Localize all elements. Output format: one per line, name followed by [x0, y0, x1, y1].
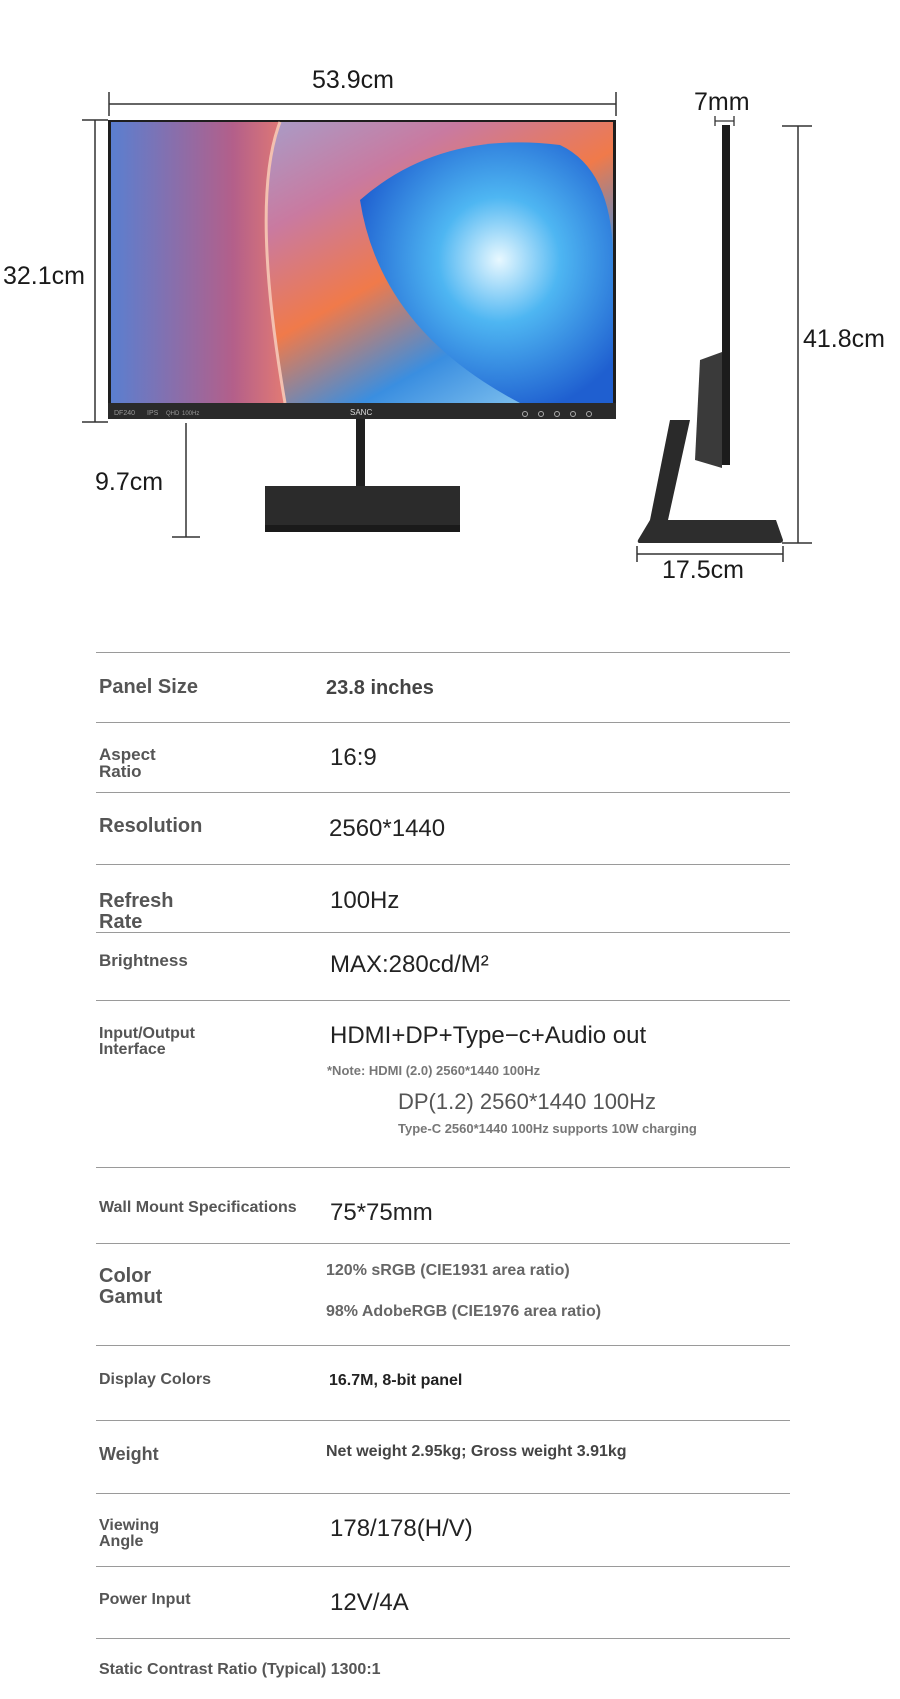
spec-label: Static Contrast Ratio (Typical) 1300:1: [99, 1661, 381, 1678]
spec-value-2: 98% AdobeRGB (CIE1976 area ratio): [326, 1303, 602, 1320]
width-dimension: 53.9cm: [312, 66, 394, 94]
spec-row-panel-size: [96, 652, 790, 722]
spec-row-weight: [96, 1420, 790, 1493]
spec-table: [96, 652, 790, 1699]
spec-row-io-interface: [96, 1000, 790, 1167]
spec-value: HDMI+DP+Type−c+Audio out: [330, 1022, 647, 1049]
svg-text:100Hz: 100Hz: [182, 411, 200, 417]
spec-value: 23.8 inches: [326, 677, 434, 699]
spec-row-aspect-ratio: [96, 722, 790, 792]
spec-label: Display Colors: [99, 1371, 212, 1388]
spec-value: MAX:280cd/M²: [330, 951, 489, 978]
brand-logo: SANC: [350, 408, 373, 417]
spec-row-contrast-ratio: [96, 1638, 790, 1699]
spec-row-color-gamut: [96, 1243, 790, 1345]
thickness-dimension: 7mm: [694, 88, 750, 116]
spec-label: Input/Output Interface: [99, 1025, 195, 1058]
height-dimension: 32.1cm: [3, 262, 85, 290]
total-height-dimension: 41.8cm: [803, 325, 885, 353]
depth-dimension: 17.5cm: [662, 556, 744, 584]
spec-label: Brightness: [99, 951, 188, 970]
svg-text:DF240: DF240: [114, 410, 136, 417]
spec-value: Net weight 2.95kg; Gross weight 3.91kg: [326, 1443, 627, 1460]
spec-label: Resolution: [99, 815, 203, 837]
svg-text:QHD: QHD: [166, 411, 180, 417]
spec-row-refresh-rate: [96, 864, 790, 932]
spec-value: 100Hz: [330, 887, 400, 914]
io-note-hdmi: *Note: HDMI (2.0) 2560*1440 100Hz: [327, 1063, 541, 1078]
spec-value: 16:9: [330, 744, 377, 771]
spec-row-power-input: [96, 1566, 790, 1638]
spec-label: Aspect Ratio: [99, 745, 156, 781]
spec-value: 12V/4A: [330, 1589, 409, 1616]
spec-row-wall-mount: [96, 1167, 790, 1243]
spec-label: Wall Mount Specifications: [99, 1199, 297, 1216]
spec-label: Power Input: [99, 1591, 191, 1608]
diagram-lines: [0, 0, 900, 600]
spec-value: 178/178(H/V): [330, 1515, 473, 1542]
spec-value: 2560*1440: [329, 815, 446, 842]
io-note-typec: Type-C 2560*1440 100Hz supports 10W charging: [398, 1121, 697, 1136]
svg-text:IPS: IPS: [147, 410, 159, 417]
spec-label: Weight: [99, 1444, 159, 1464]
spec-label: Viewing Angle: [99, 1517, 160, 1550]
spec-row-brightness: [96, 932, 790, 1000]
spec-row-resolution: [96, 792, 790, 864]
spec-row-viewing-angle: [96, 1493, 790, 1566]
spec-value: 16.7M, 8-bit panel: [329, 1372, 463, 1389]
spec-label: Color Gamut: [99, 1265, 163, 1308]
spec-row-display-colors: [96, 1345, 790, 1420]
io-note-dp: DP(1.2) 2560*1440 100Hz: [398, 1089, 657, 1114]
spec-label: Panel Size: [99, 676, 198, 698]
stand-height-dimension: 9.7cm: [95, 468, 164, 496]
spec-label: Refresh Rate: [99, 890, 174, 933]
spec-value: 120% sRGB (CIE1931 area ratio): [326, 1262, 570, 1279]
spec-value: 75*75mm: [330, 1199, 433, 1226]
